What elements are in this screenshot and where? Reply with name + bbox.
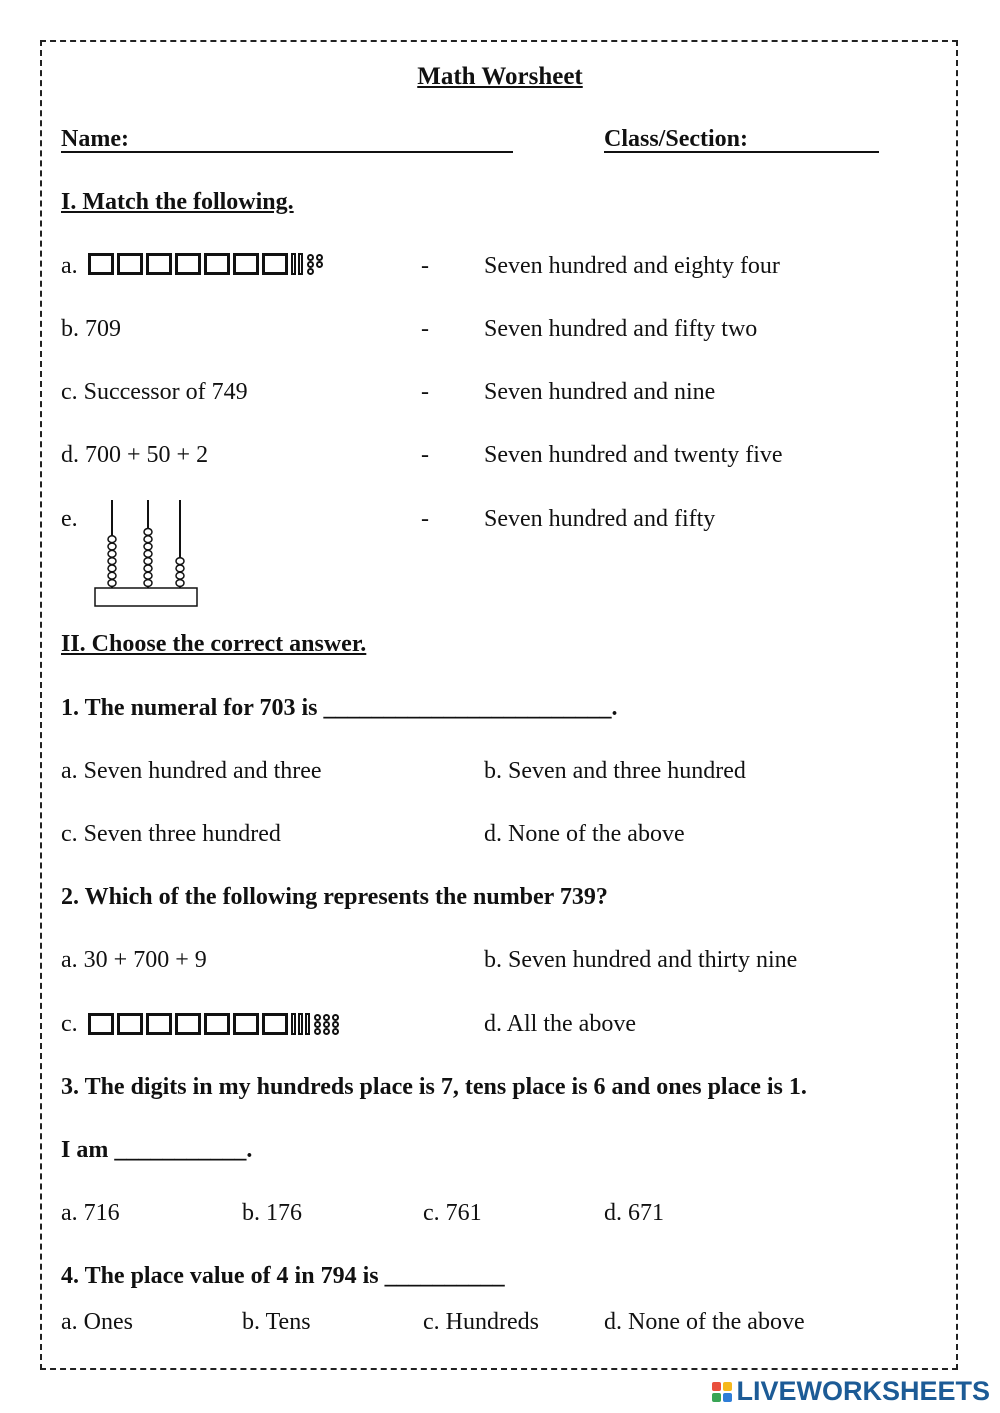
logo-square (723, 1393, 732, 1402)
q2-option-a[interactable]: a. 30 + 700 + 9 (61, 947, 207, 973)
one-unit (332, 1028, 339, 1035)
hundred-flat (117, 253, 143, 275)
base-ten-blocks-739 (88, 1013, 343, 1035)
match-right-5: Seven hundred and fifty (484, 506, 716, 532)
liveworksheets-logo-text: LIVEWORKSHEETS (736, 1376, 990, 1406)
hundred-flat (233, 1013, 259, 1035)
name-blank[interactable] (61, 151, 513, 153)
match-dash: - (421, 253, 429, 279)
abacus-bead-ones (176, 558, 184, 565)
one-unit (314, 1028, 321, 1035)
question-3-answer-line: I am ___________. (61, 1137, 253, 1163)
abacus-bead-tens (144, 543, 152, 550)
abacus-bead-hundreds (108, 536, 116, 543)
ten-rod (305, 1013, 310, 1035)
ten-rod (298, 1013, 303, 1035)
q4-option-d[interactable]: d. None of the above (604, 1309, 805, 1335)
abacus-bead-tens (144, 529, 152, 536)
hundred-flat (117, 1013, 143, 1035)
q4-option-a[interactable]: a. Ones (61, 1309, 133, 1335)
abacus-bead-hundreds (108, 572, 116, 579)
match-right-4: Seven hundred and twenty five (484, 442, 783, 468)
abacus-bead-hundreds (108, 543, 116, 550)
hundred-flat (175, 1013, 201, 1035)
one-units (314, 1013, 343, 1035)
match-dash: - (421, 379, 429, 405)
question-1: 1. The numeral for 703 is ________________________. (61, 695, 618, 721)
abacus-base (95, 588, 197, 606)
match-left-b: b. 709 (61, 316, 121, 342)
one-unit (323, 1021, 330, 1028)
one-unit (332, 1014, 339, 1021)
q2-option-c[interactable]: c. (61, 1011, 78, 1037)
hundred-flat (175, 253, 201, 275)
logo-square (712, 1393, 721, 1402)
class-section-blank[interactable] (604, 151, 879, 153)
match-left-c: c. Successor of 749 (61, 379, 248, 405)
hundred-flat (262, 253, 288, 275)
match-left-d: d. 700 + 50 + 2 (61, 442, 209, 468)
q2-option-d[interactable]: d. All the above (484, 1011, 636, 1037)
hundred-flat (204, 1013, 230, 1035)
ten-rod (298, 253, 303, 275)
abacus-bead-hundreds (108, 550, 116, 557)
q3-option-a[interactable]: a. 716 (61, 1200, 120, 1226)
match-left-e: e. (61, 506, 78, 532)
hundred-flat (204, 253, 230, 275)
hundred-flat (233, 253, 259, 275)
abacus-bead-tens (144, 572, 152, 579)
one-unit (307, 261, 314, 268)
abacus-bead-ones (176, 565, 184, 572)
match-dash: - (421, 506, 429, 532)
worksheet-title: Math Worsheet (417, 63, 583, 90)
one-unit (332, 1021, 339, 1028)
section2-heading: II. Choose the correct answer. (61, 631, 367, 657)
logo-square (723, 1382, 732, 1391)
one-unit (314, 1021, 321, 1028)
q3-option-d[interactable]: d. 671 (604, 1200, 664, 1226)
one-unit (307, 254, 314, 261)
abacus-bead-hundreds (108, 580, 116, 587)
hundred-flat (146, 1013, 172, 1035)
abacus-bead-ones (176, 580, 184, 587)
liveworksheets-logo[interactable] (712, 1376, 990, 1407)
q4-option-c[interactable]: c. Hundreds (423, 1309, 539, 1335)
question-4: 4. The place value of 4 in 794 is __________ (61, 1263, 505, 1289)
hundred-flat (262, 1013, 288, 1035)
q4-option-b[interactable]: b. Tens (242, 1309, 311, 1335)
q3-option-c[interactable]: c. 761 (423, 1200, 482, 1226)
abacus-bead-tens (144, 550, 152, 557)
q1-option-c[interactable]: c. Seven three hundred (61, 821, 281, 847)
name-label: Name: (61, 126, 129, 152)
match-dash: - (421, 442, 429, 468)
q1-option-a[interactable]: a. Seven hundred and three (61, 758, 322, 784)
question-2: 2. Which of the following represents the number 739? (61, 884, 608, 910)
abacus-bead-tens (144, 565, 152, 572)
one-unit (307, 268, 314, 275)
q1-option-b[interactable]: b. Seven and three hundred (484, 758, 746, 784)
abacus-bead-hundreds (108, 565, 116, 572)
match-right-1: Seven hundred and eighty four (484, 253, 780, 279)
match-dash: - (421, 316, 429, 342)
abacus-figure (90, 496, 202, 610)
q1-option-d[interactable]: d. None of the above (484, 821, 685, 847)
hundred-flat (88, 1013, 114, 1035)
liveworksheets-logo-icon (712, 1382, 732, 1402)
abacus-bead-hundreds (108, 558, 116, 565)
one-unit (323, 1014, 330, 1021)
abacus-bead-tens (144, 558, 152, 565)
logo-square (712, 1382, 721, 1391)
base-ten-blocks-725 (88, 253, 327, 275)
one-unit (316, 261, 323, 268)
class-section-label: Class/Section: (604, 126, 748, 152)
abacus-bead-tens (144, 536, 152, 543)
match-left-a: a. (61, 253, 78, 279)
section1-heading: I. Match the following. (61, 189, 294, 215)
one-unit (323, 1028, 330, 1035)
one-units (307, 253, 327, 275)
hundred-flat (88, 253, 114, 275)
question-3: 3. The digits in my hundreds place is 7, tens place is 6 and ones place is 1. (61, 1074, 807, 1100)
match-right-2: Seven hundred and fifty two (484, 316, 758, 342)
one-unit (316, 254, 323, 261)
ten-rod (291, 1013, 296, 1035)
match-right-3: Seven hundred and nine (484, 379, 716, 405)
one-unit (314, 1014, 321, 1021)
abacus-bead-ones (176, 572, 184, 579)
hundred-flat (146, 253, 172, 275)
q3-option-b[interactable]: b. 176 (242, 1200, 302, 1226)
ten-rod (291, 253, 296, 275)
q2-option-b[interactable]: b. Seven hundred and thirty nine (484, 947, 798, 973)
abacus-bead-tens (144, 580, 152, 587)
